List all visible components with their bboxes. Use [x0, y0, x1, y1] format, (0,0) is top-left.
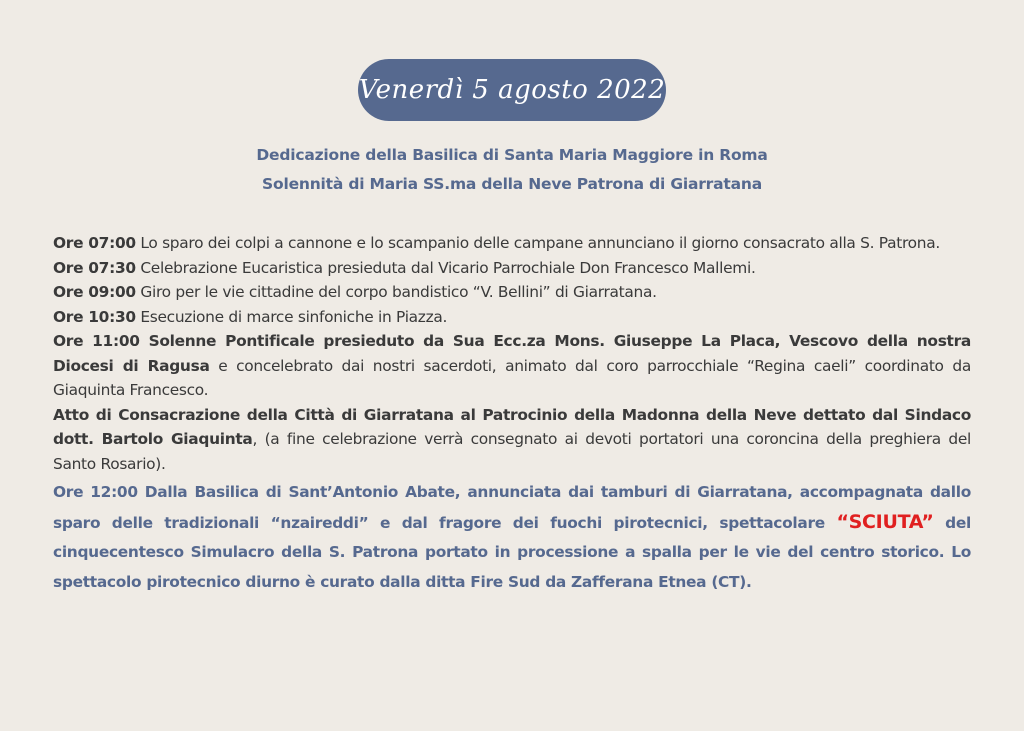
subtitle-dedication: Dedicazione della Basilica di Santa Maria Maggiore in Roma — [256, 146, 768, 164]
subtitle-solemnity: Solennità di Maria SS.ma della Neve Patrona di Giarratana — [262, 175, 762, 193]
program-time: Ore 10:30 — [53, 307, 136, 326]
program-text: e concelebrato dai nostri sacerdoti, animato dal coro parrocchiale “Regina caeli” coordinato da Giaquinta Francesco. — [53, 356, 971, 399]
program-text: , (a fine celebrazione verrà consegnato ai devoti portatori una coroncina della preghiera del Santo Rosario). — [53, 430, 971, 473]
program-item — [53, 305, 971, 330]
program-time: Ore 07:00 — [53, 234, 136, 252]
program-text: Celebrazione Eucaristica presieduta dal Vicario Parrochiale Don Francesco Mallemi. — [135, 258, 756, 277]
program-text: del cinquecentesco Simulacro della S. Patrona portato in processione a spalla per le vie del centro storico. Lo spettacolo pirotecnico diurno è curato dalla ditta Fire Sud da Zafferana Etnea (CT). — [53, 513, 972, 591]
program-bold-text: Solenne Pontificale presieduto da Sua Ecc.za Mons. Giuseppe La Placa, Vescovo della nostra Diocesi di Ragusa — [53, 332, 971, 375]
program-time: Ore 12:00 — [53, 483, 138, 501]
program-item — [53, 478, 971, 597]
program-text: Giro per le vie cittadine del corpo bandistico “V. Bellini” di Giarratana. — [135, 283, 657, 301]
program-item — [53, 231, 971, 256]
program-time: Ore 07:30 — [53, 258, 136, 277]
sciuta-highlight: “SCIUTA” — [836, 510, 934, 533]
date-banner — [358, 59, 666, 121]
program-text: Dalla Basilica di Sant’Antonio Abate, annunciata dai tamburi di Giarratana, accompagnata dallo sparo delle tradizionali “nzaireddi” e dal fragore dei fuochi pirotecnici, spettacolare — [53, 483, 971, 532]
program-bold-text: Atto di Consacrazione della Città di Giarratana al Patrocinio della Madonna della Neve dettato dal Sindaco dott. Bartolo Giaquinta — [53, 405, 971, 448]
program-item — [53, 256, 971, 281]
program-text: Lo sparo dei colpi a cannone e lo scampanio delle campane annunciano il giorno consacrato alla S. Patrona. — [135, 234, 940, 252]
program-text: Esecuzione di marce sinfoniche in Piazza. — [135, 307, 448, 326]
program-item — [53, 280, 971, 305]
date-text: Venerdì 5 agosto 2022 — [358, 75, 666, 105]
program-item — [53, 329, 971, 403]
program-item — [53, 403, 971, 477]
program-body — [53, 231, 971, 597]
program-time: Ore 11:00 — [53, 332, 140, 350]
program-time: Ore 09:00 — [53, 283, 136, 301]
